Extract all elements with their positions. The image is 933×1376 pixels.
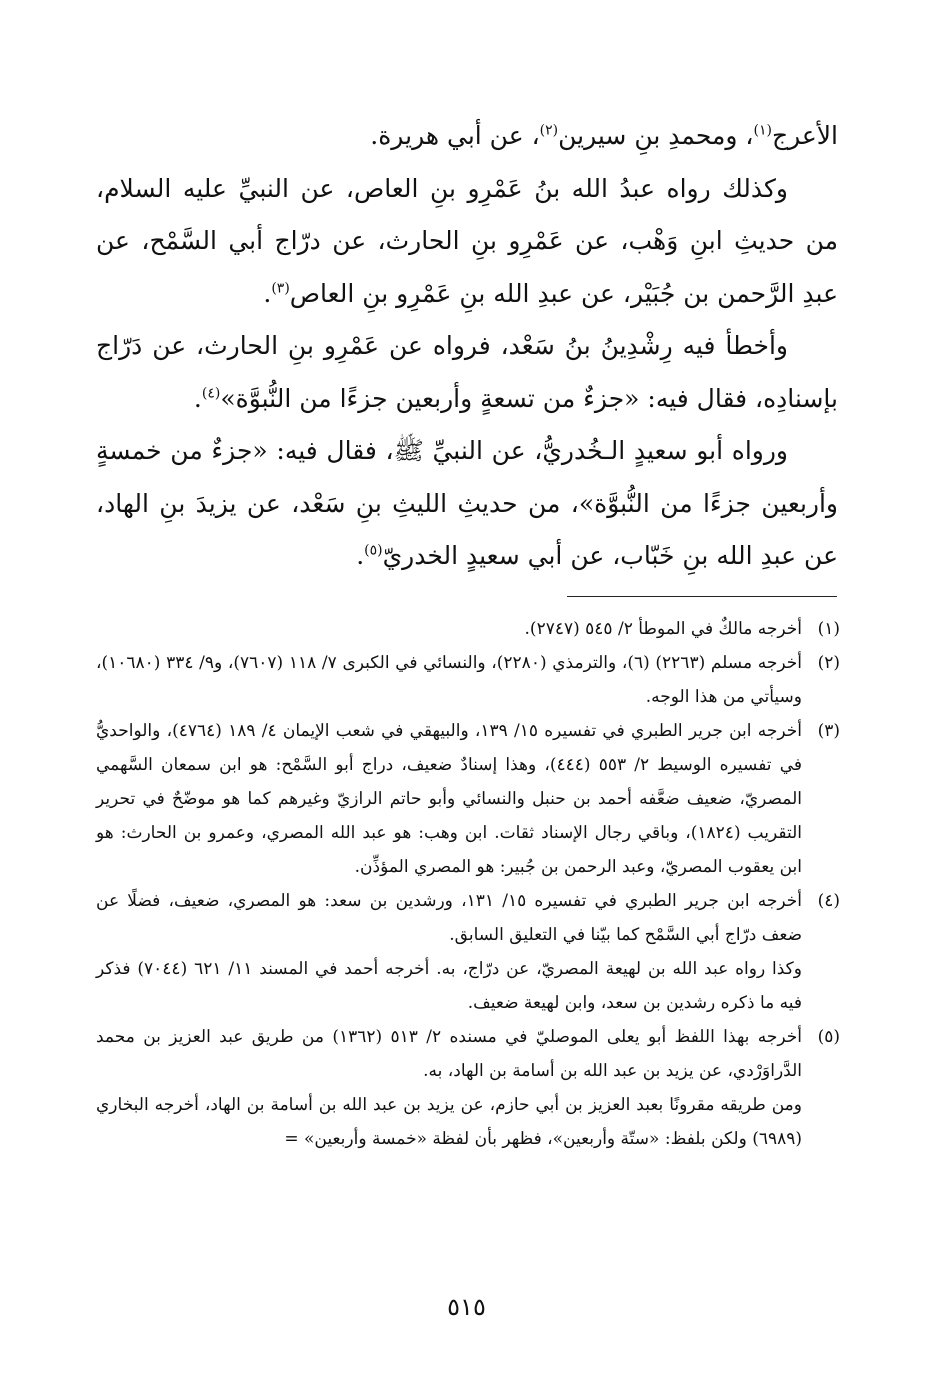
- footnote-text: أخرجه مسلم (٢٢٦٣) (٦)، والترمذي (٢٢٨٠)، والنسائي في الكبرى ٧/ ١١٨ (٧٦٠٧)، و٩/ ٣٣٤ (١٠٦٨٠)، وسيأتي من هذا الوجه.: [96, 653, 802, 707]
- footnote-2: [96, 646, 840, 714]
- footnote-ref-3[interactable]: (٣): [271, 280, 290, 297]
- footnotes: [96, 612, 840, 1156]
- footnote-number: (١): [817, 619, 840, 639]
- footnote-number: (٥): [817, 1027, 840, 1047]
- footnote-4: [96, 884, 840, 952]
- paragraph-2: [96, 163, 838, 321]
- page-number: ٥١٥: [447, 1293, 486, 1321]
- footnote-4-continuation: وكذا رواه عبد الله بن لهيعة المصريّ، عن درّاج، به. أخرجه أحمد في المسند ١١/ ٦٢١ (٧٠٤٤) فذكر فيه ما ذكره رشدين بن سعد، وابن لهيعة ضعيف.: [96, 959, 802, 1013]
- text-run: وأخطأ فيه رِشْدِينُ بنُ سَعْد، فرواه عن عَمْرِو بنِ الحارث، عن دَرّاج بإسنادِه، فقال فيه: «جزءٌ من تسعةٍ وأربعين جزءًا من النُّبوَّة»: [96, 331, 838, 413]
- paragraph-1: [96, 110, 838, 163]
- main-text: [96, 110, 838, 583]
- footnote-number: (٣): [817, 721, 840, 741]
- footnote-number: (٤): [817, 891, 840, 911]
- footnote-divider: [567, 596, 837, 597]
- footnote-ref-2[interactable]: (٢): [539, 122, 559, 139]
- footnote-3: [96, 714, 840, 884]
- footnote-5-continuation: ومن طريقه مقرونًا بعبد العزيز بن أبي حازم، عن يزيد بن عبد الله بن أسامة بن الهاد، أخرجه البخاري (٦٩٨٩) ولكن بلفظ: «ستّة وأربعين»، فظهر بأن لفظة «خمسة وأربعين» =: [96, 1095, 802, 1149]
- paragraph-3: [96, 320, 838, 425]
- footnote-text: أخرجه ابن جرير الطبري في تفسيره ١٥/ ١٣٩، والبيهقي في شعب الإيمان ٤/ ١٨٩ (٤٧٦٤)، والواحديُّ في تفسيره الوسيط ٢/ ٥٥٣ (٤٤٤)، وهذا إسنادٌ ضعيف، دراج أبو السَّمْح: هو ابن سمعان السَّهمي المصريّ، ضعيف ضعَّفه أحمد بن حنبل والنسائي وأبو حاتم الرازيّ وغيرهم كما هو موضّحٌ في تحرير التقريب (١٨٢٤)، وباقي رجال الإسناد ثقات. ابن وهب: هو عبد الله المصري، وعمرو بن الحارث: هو ابن يعقوب المصريّ، وعبد الرحمن بن جُبير: هو المصري المؤذِّن.: [96, 721, 802, 877]
- footnote-ref-4[interactable]: (٤): [201, 385, 221, 402]
- text-run: ، عن أبي هريرة.: [370, 121, 540, 150]
- footnote-5: [96, 1020, 840, 1088]
- paragraph-4: [96, 425, 838, 583]
- text-run: .: [356, 541, 365, 570]
- text-run: ، ومحمدِ بنِ سيرين: [558, 121, 754, 150]
- text-run: .: [193, 383, 202, 413]
- footnote-ref-1[interactable]: (١): [753, 122, 772, 139]
- text-run: .: [263, 278, 272, 308]
- footnote-text: أخرجه بهذا اللفظ أبو يعلى الموصليّ في مسنده ٢/ ٥١٣ (١٣٦٢) من طريق عبد العزيز بن محمد الدَّراوَرْدي، عن يزيد بن عبد الله بن أسامة بن الهاد، به.: [96, 1027, 802, 1081]
- footnote-1: [96, 612, 840, 646]
- footnote-text: أخرجه ابن جرير الطبري في تفسيره ١٥/ ١٣١، ورشدين بن سعد: هو المصري، ضعيف، فضلًا عن ضعف درّاج أبي السَّمْح كما بيّنا في التعليق السابق.: [96, 891, 802, 945]
- footnote-number: (٢): [817, 653, 840, 673]
- text-run: ورواه أبو سعيدٍ الـخُدريُّ، عن النبيِّ ﷺ، فقال فيه: «جزءٌ من خمسةٍ وأربعين جزءًا من النُّبوَّة»، من حديثِ الليثِ بنِ سَعْد، عن يزيدَ بنِ الهاد، عن عبدِ الله بنِ خَبّاب، عن أبي سعيدٍ الخدريّ: [96, 436, 838, 570]
- footnote-ref-5[interactable]: (٥): [364, 542, 383, 559]
- text-run: الأعرج: [771, 121, 838, 150]
- footnote-text: أخرجه مالكٌ في الموطأ ٢/ ٥٤٥ (٢٧٤٧).: [524, 619, 802, 639]
- text-run: وكذلك رواه عبدُ الله بنُ عَمْرِو بنِ العاص، عن النبيِّ عليه السلام، من حديثِ ابنِ وَهْب، عن عَمْرِو بنِ الحارث، عن درّاج أبي السَّمْح، عن عبدِ الرَّحمن بن جُبَيْر، عن عبدِ الله بنِ عَمْرِو بنِ العاص: [96, 173, 838, 308]
